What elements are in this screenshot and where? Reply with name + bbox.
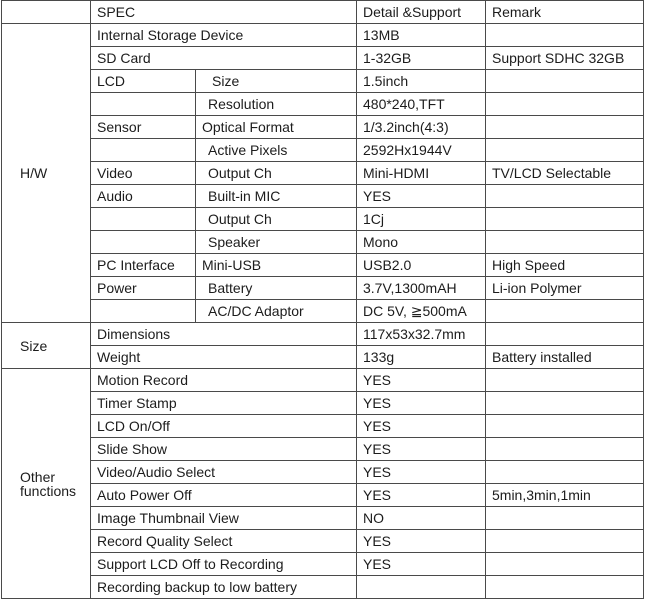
spec-detail: DC 5V, ≧500mA — [357, 300, 486, 323]
spec-sublabel: Resolution — [196, 93, 357, 116]
spec-remark — [486, 392, 644, 415]
spec-label: Recording backup to low battery — [91, 576, 357, 599]
spec-sublabel: Mini-USB — [196, 254, 357, 277]
spec-label: Video — [91, 162, 196, 185]
table-row — [2, 369, 644, 392]
table-row — [2, 185, 644, 208]
table-row — [2, 576, 644, 599]
table-row — [2, 47, 644, 70]
table-row — [2, 553, 644, 576]
spec-detail: 117x53x32.7mm — [357, 323, 486, 346]
spec-detail: 2592Hx1944V — [357, 139, 486, 162]
spec-sublabel: Built-in MIC — [196, 185, 357, 208]
table-row — [2, 254, 644, 277]
spec-detail: 3.7V,1300mAH — [357, 277, 486, 300]
table-row — [2, 93, 644, 116]
spec-remark — [486, 24, 644, 47]
table-row — [2, 116, 644, 139]
spec-detail — [357, 576, 486, 599]
spec-detail: Mono — [357, 231, 486, 254]
table-row — [2, 392, 644, 415]
table-row — [2, 507, 644, 530]
spec-label: Audio — [91, 185, 196, 208]
header-spec: SPEC — [91, 1, 357, 24]
spec-label-blank — [91, 300, 196, 323]
spec-remark — [486, 208, 644, 231]
spec-label-blank — [91, 93, 196, 116]
spec-remark — [486, 116, 644, 139]
spec-label: Power — [91, 277, 196, 300]
spec-detail: YES — [357, 438, 486, 461]
spec-detail: 133g — [357, 346, 486, 369]
table-row — [2, 484, 644, 507]
spec-remark — [486, 461, 644, 484]
header-blank — [2, 1, 91, 24]
spec-label: SD Card — [91, 47, 357, 70]
table-row — [2, 300, 644, 323]
table-row — [2, 438, 644, 461]
spec-sublabel: Output Ch — [196, 208, 357, 231]
spec-detail: Mini-HDMI — [357, 162, 486, 185]
spec-label: Video/Audio Select — [91, 461, 357, 484]
table-row — [2, 277, 644, 300]
spec-sublabel: Optical Format — [196, 116, 357, 139]
spec-label: Dimensions — [91, 323, 357, 346]
spec-label: Support LCD Off to Recording — [91, 553, 357, 576]
spec-label: Timer Stamp — [91, 392, 357, 415]
spec-remark — [486, 553, 644, 576]
spec-label: Motion Record — [91, 369, 357, 392]
spec-detail: 480*240,TFT — [357, 93, 486, 116]
spec-remark: Battery installed — [486, 346, 644, 369]
spec-sublabel: Battery — [196, 277, 357, 300]
group-size: Size — [2, 323, 91, 369]
spec-remark — [486, 415, 644, 438]
spec-remark — [486, 530, 644, 553]
header-remark: Remark — [486, 1, 644, 24]
spec-detail: 1Cj — [357, 208, 486, 231]
spec-remark — [486, 185, 644, 208]
spec-detail: YES — [357, 461, 486, 484]
spec-label-blank — [91, 231, 196, 254]
spec-table — [1, 0, 644, 599]
spec-detail: YES — [357, 553, 486, 576]
spec-label: Weight — [91, 346, 357, 369]
spec-remark — [486, 93, 644, 116]
spec-detail: YES — [357, 369, 486, 392]
table-row — [2, 346, 644, 369]
table-row — [2, 70, 644, 93]
spec-remark: 5min,3min,1min — [486, 484, 644, 507]
spec-label: Sensor — [91, 116, 196, 139]
spec-label-blank — [91, 139, 196, 162]
table-row — [2, 162, 644, 185]
spec-remark — [486, 438, 644, 461]
spec-remark: Li-ion Polymer — [486, 277, 644, 300]
group-other-line1: Other — [20, 468, 56, 485]
spec-remark — [486, 576, 644, 599]
spec-label: LCD On/Off — [91, 415, 357, 438]
header-row — [2, 1, 644, 24]
table-row — [2, 231, 644, 254]
spec-label: Record Quality Select — [91, 530, 357, 553]
table-row — [2, 139, 644, 162]
spec-sublabel: AC/DC Adaptor — [196, 300, 357, 323]
table-row — [2, 530, 644, 553]
group-other — [2, 369, 91, 599]
group-hw: H/W — [2, 24, 91, 323]
spec-detail: YES — [357, 415, 486, 438]
spec-detail: 13MB — [357, 24, 486, 47]
spec-sublabel: Output Ch — [196, 162, 357, 185]
header-detail: Detail &Support — [357, 1, 486, 24]
spec-remark: High Speed — [486, 254, 644, 277]
spec-detail: YES — [357, 484, 486, 507]
table-row — [2, 208, 644, 231]
spec-remark — [486, 323, 644, 346]
spec-detail: YES — [357, 530, 486, 553]
spec-label: Internal Storage Device — [91, 24, 357, 47]
spec-label: Image Thumbnail View — [91, 507, 357, 530]
table-row — [2, 323, 644, 346]
spec-detail: 1.5inch — [357, 70, 486, 93]
spec-label: PC Interface — [91, 254, 196, 277]
spec-label: Auto Power Off — [91, 484, 357, 507]
spec-label: LCD — [91, 70, 196, 93]
spec-label-blank — [91, 208, 196, 231]
spec-sublabel: Size — [196, 70, 357, 93]
spec-detail: YES — [357, 185, 486, 208]
spec-detail: YES — [357, 392, 486, 415]
spec-remark — [486, 231, 644, 254]
spec-remark — [486, 300, 644, 323]
table-row — [2, 415, 644, 438]
spec-sublabel: Speaker — [196, 231, 357, 254]
spec-detail: 1/3.2inch(4:3) — [357, 116, 486, 139]
spec-remark: TV/LCD Selectable — [486, 162, 644, 185]
table-row — [2, 461, 644, 484]
spec-detail: 1-32GB — [357, 47, 486, 70]
spec-label: Slide Show — [91, 438, 357, 461]
spec-detail: NO — [357, 507, 486, 530]
table-row — [2, 24, 644, 47]
spec-detail: USB2.0 — [357, 254, 486, 277]
spec-remark — [486, 507, 644, 530]
spec-remark — [486, 369, 644, 392]
spec-remark: Support SDHC 32GB — [486, 47, 644, 70]
spec-remark — [486, 139, 644, 162]
spec-sublabel: Active Pixels — [196, 139, 357, 162]
spec-remark — [486, 70, 644, 93]
group-other-line2: functions — [20, 482, 77, 499]
